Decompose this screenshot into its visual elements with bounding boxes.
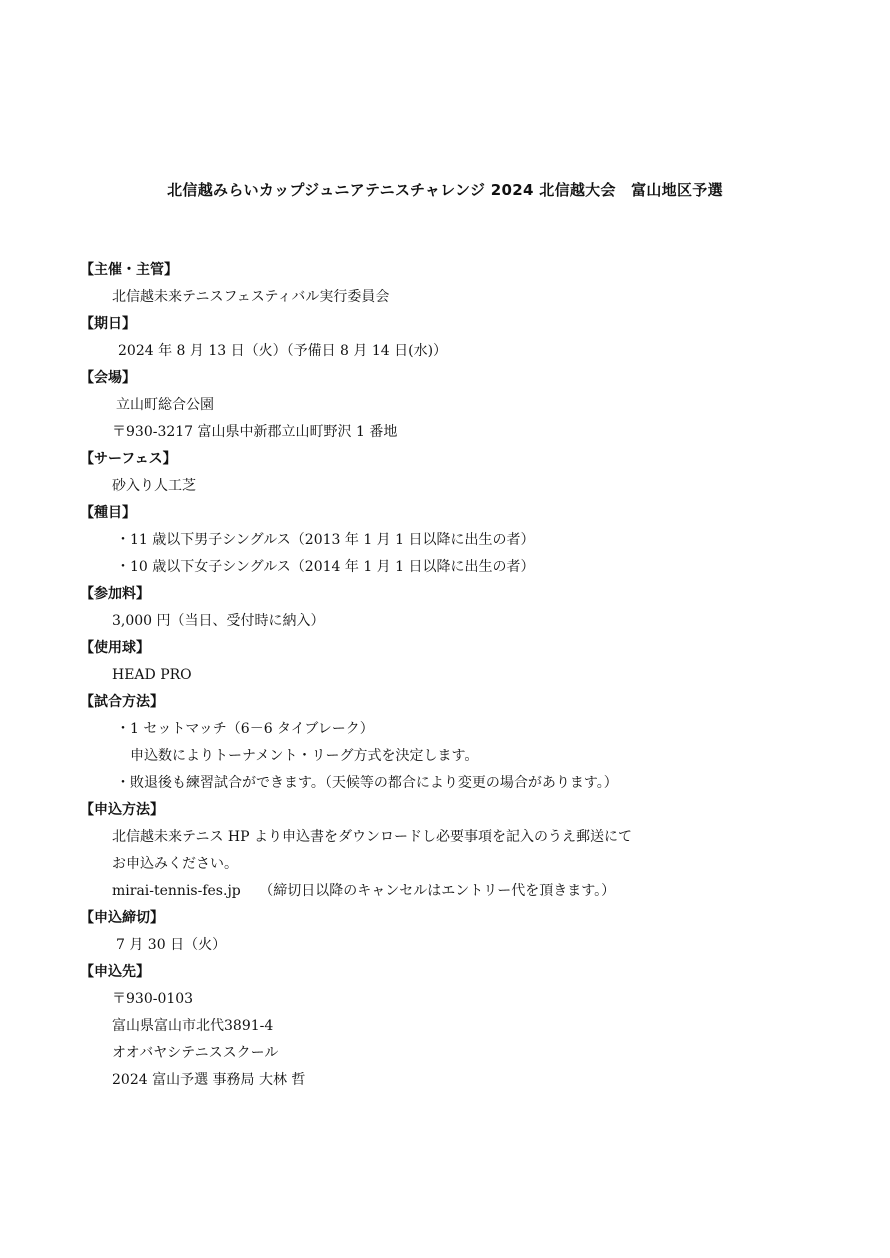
application-line-1: 北信越未来テニス HP より申込書をダウンロードし必要事項を記入のうえ郵送にて (112, 829, 632, 845)
venue-address: 〒930-3217 富山県中新郡立山町野沢 1 番地 (112, 424, 398, 440)
format-heading: 【試合方法】 (80, 694, 164, 710)
surface-heading: 【サーフェス】 (80, 451, 177, 467)
address-street: 富山県富山市北代3891-4 (112, 1018, 274, 1034)
application-line-2: お申込みください。 (112, 856, 238, 872)
date-heading: 【期日】 (80, 316, 136, 332)
fee-text: 3,000 円（当日、受付時に納入） (112, 613, 325, 629)
address-contact: 2024 富山予選 事務局 大林 哲 (112, 1072, 306, 1088)
deadline-text: 7 月 30 日（火） (116, 937, 227, 953)
event-girls: ・10 歳以下女子シングルス（2014 年 1 月 1 日以降に出生の者） (116, 559, 535, 575)
address-school: オオバヤシテニススクール (112, 1045, 279, 1061)
application-heading: 【申込方法】 (80, 802, 164, 818)
organizer-heading: 【主催・主管】 (80, 262, 178, 278)
venue-name: 立山町総合公園 (116, 397, 214, 413)
format-practice: ・敗退後も練習試合ができます。（天候等の都合により変更の場合があります。） (116, 775, 618, 791)
surface-text: 砂入り人工芝 (112, 478, 196, 494)
deadline-heading: 【申込締切】 (80, 910, 164, 926)
date-text: 2024 年 8 月 13 日（火）（予備日 8 月 14 日(水)） (118, 343, 448, 359)
events-heading: 【種目】 (80, 505, 136, 521)
organizer-text: 北信越未来テニスフェスティバル実行委員会 (112, 289, 390, 305)
address-heading: 【申込先】 (80, 964, 150, 980)
format-set: ・1 セットマッチ（6－6 タイブレーク） (116, 721, 374, 737)
address-postal: 〒930-0103 (112, 991, 194, 1007)
format-method: 申込数によりトーナメント・リーグ方式を決定します。 (130, 748, 479, 764)
ball-text: HEAD PRO (112, 667, 192, 683)
ball-heading: 【使用球】 (80, 640, 150, 656)
application-website: mirai-tennis-fes.jp （締切日以降のキャンセルはエントリー代を頂きます。） (112, 883, 616, 899)
document-title: 北信越みらいカップジュニアテニスチャレンジ 2024 北信越大会 富山地区予選 (167, 181, 723, 199)
fee-heading: 【参加料】 (80, 586, 150, 602)
venue-heading: 【会場】 (80, 370, 136, 386)
event-boys: ・11 歳以下男子シングルス（2013 年 1 月 1 日以降に出生の者） (116, 532, 535, 548)
